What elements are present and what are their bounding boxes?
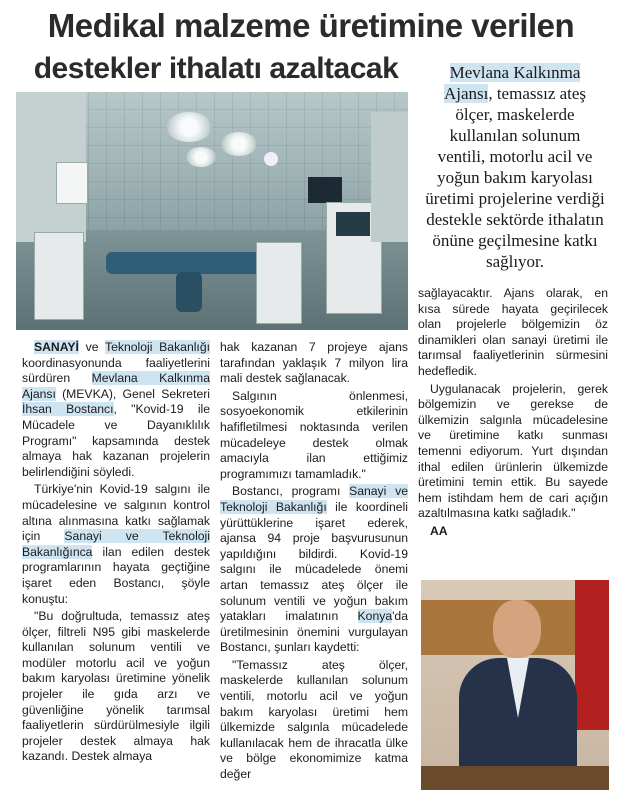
operating-room-photo [16, 92, 408, 330]
paragraph: hak kazanan 7 projeye ajans tarafından yaklaşık 7 milyon lira mali destek sağlanacak. [220, 340, 408, 386]
article-column-1 [22, 340, 210, 767]
signature: AA [430, 523, 448, 538]
paragraph: "Temassız ateş ölçer, maskelerde kullanılan solunum ventili, motorlu acil ve yoğun bakım karyolası üretimi hem ülkemizde salgınla mücadelede kullanılacak hem de ihracatla ülke ve bölge ekonomimize katma değer [220, 657, 408, 782]
lede-paragraph [425, 62, 605, 272]
paragraph [22, 340, 210, 480]
text: (MEVKA), Genel Sekreteri [55, 386, 210, 401]
lede-text: , temassız ateş ölçer, maskelerde kullanılan solunum ventili, motorlu acil ve yoğun bakım karyolası üretimi projelerine verdiği destekle sektörde ithalatın önüne geçilmesine katkı sağlıyor. [425, 84, 605, 271]
headline-line-1: Medikal malzeme üretimine verilen [47, 7, 575, 44]
highlight-agency: Mevlana Kalkınma Ajansı [22, 371, 210, 401]
text: Bostancı, programı [232, 484, 350, 499]
article-column-3 [418, 286, 608, 542]
text: ile koordineli yürüttüklerine işaret ederek, ajansa 94 proje başvurusunun yapıldığını bildirdi. Kovid-19 salgını ile mücadelede önemi artan temassız ateş ölçer ile solunum ventili ve yoğun bakım yatakları imalatının [220, 499, 408, 624]
highlight-ministry: Sanayi ve Teknoloji Bakanlığı [220, 484, 408, 514]
text: 'da üretilmesinin önemini vurgulayan Bostancı, şunları kaydetti: [220, 609, 408, 655]
text: , "Kovid-19 ile Mücadele ve Dayanıklılık Programı" kapsamında destek almaya hak kazanan projelerin belirlendiğini söyledi. [22, 402, 211, 479]
paragraph: sağlayacaktır. Ajans olarak, en kısa sürede hayata geçirilecek olan projelerle bölgemizin öz dinamikleri olan sanayi üretimi ile tarımsal faaliyetlerinin sürmesini hedefledik. [418, 286, 608, 378]
paragraph: Uygulanacak projelerin, gerek bölgemizin ve gerekse de ülkemizin salgınla mücadelesine ve üretimine katkı sunması temenni ediyorum. Yurt dışından ithal edilen ürünlerin ülkemizde üretimini temin ettik. Bu sayede hem istihdam hem de cari açığın azaltılmasına katkı sağladık." [418, 381, 608, 521]
lede-agency-name: Mevlana Kalkınma Ajansı [443, 63, 581, 103]
highlight-person: İhsan Bostancı [22, 402, 114, 417]
highlight-city: Konya [357, 609, 393, 624]
portrait-photo [421, 580, 609, 790]
highlight-ministry: Teknoloji Bakanlığı [105, 340, 210, 354]
headline-line-2: destekler ithalatı azaltacak [33, 52, 399, 85]
paragraph [22, 482, 210, 607]
text: ilan edilen destek programlarının hayata geçtiğine işaret eden Bostancı, şöyle konuştu: [22, 544, 210, 606]
highlight-ministry: Sanayi ve Teknoloji Bakanlığınca [22, 529, 210, 559]
article-column-2 [220, 340, 408, 785]
paragraph: "Bu doğrultuda, temassız ateş ölçer, filtreli N95 gibi maskelerde kullanılan solunum ventili ve modüler motorlu acil ve yoğun bakım karyolası üretimine yönelik projeler ile gıda arzı ve güvenliğine yönelik tarımsal faaliyetlerin sürdürülmesiyle ilgili projeler destek almaya hak kazandı. Destek almaya [22, 609, 210, 764]
text: Türkiye'nin Kovid-19 salgını ile mücadelesine ve salgının kontrol altına alınmasına katkı sağlamak için [22, 482, 210, 544]
paragraph: Salgının önlenmesi, sosyoekonomik etkilerinin hafifletilmesi noktasında verilen mücadeleye destek olmak amacıyla ilan ettiğimiz programımızı tamamladık." [220, 388, 408, 481]
text: ve [78, 340, 106, 354]
paragraph [220, 484, 408, 656]
lead-word: SANAYİ [34, 340, 79, 354]
text: koordinasyonunda faaliyetlerini sürdüren [22, 355, 210, 386]
